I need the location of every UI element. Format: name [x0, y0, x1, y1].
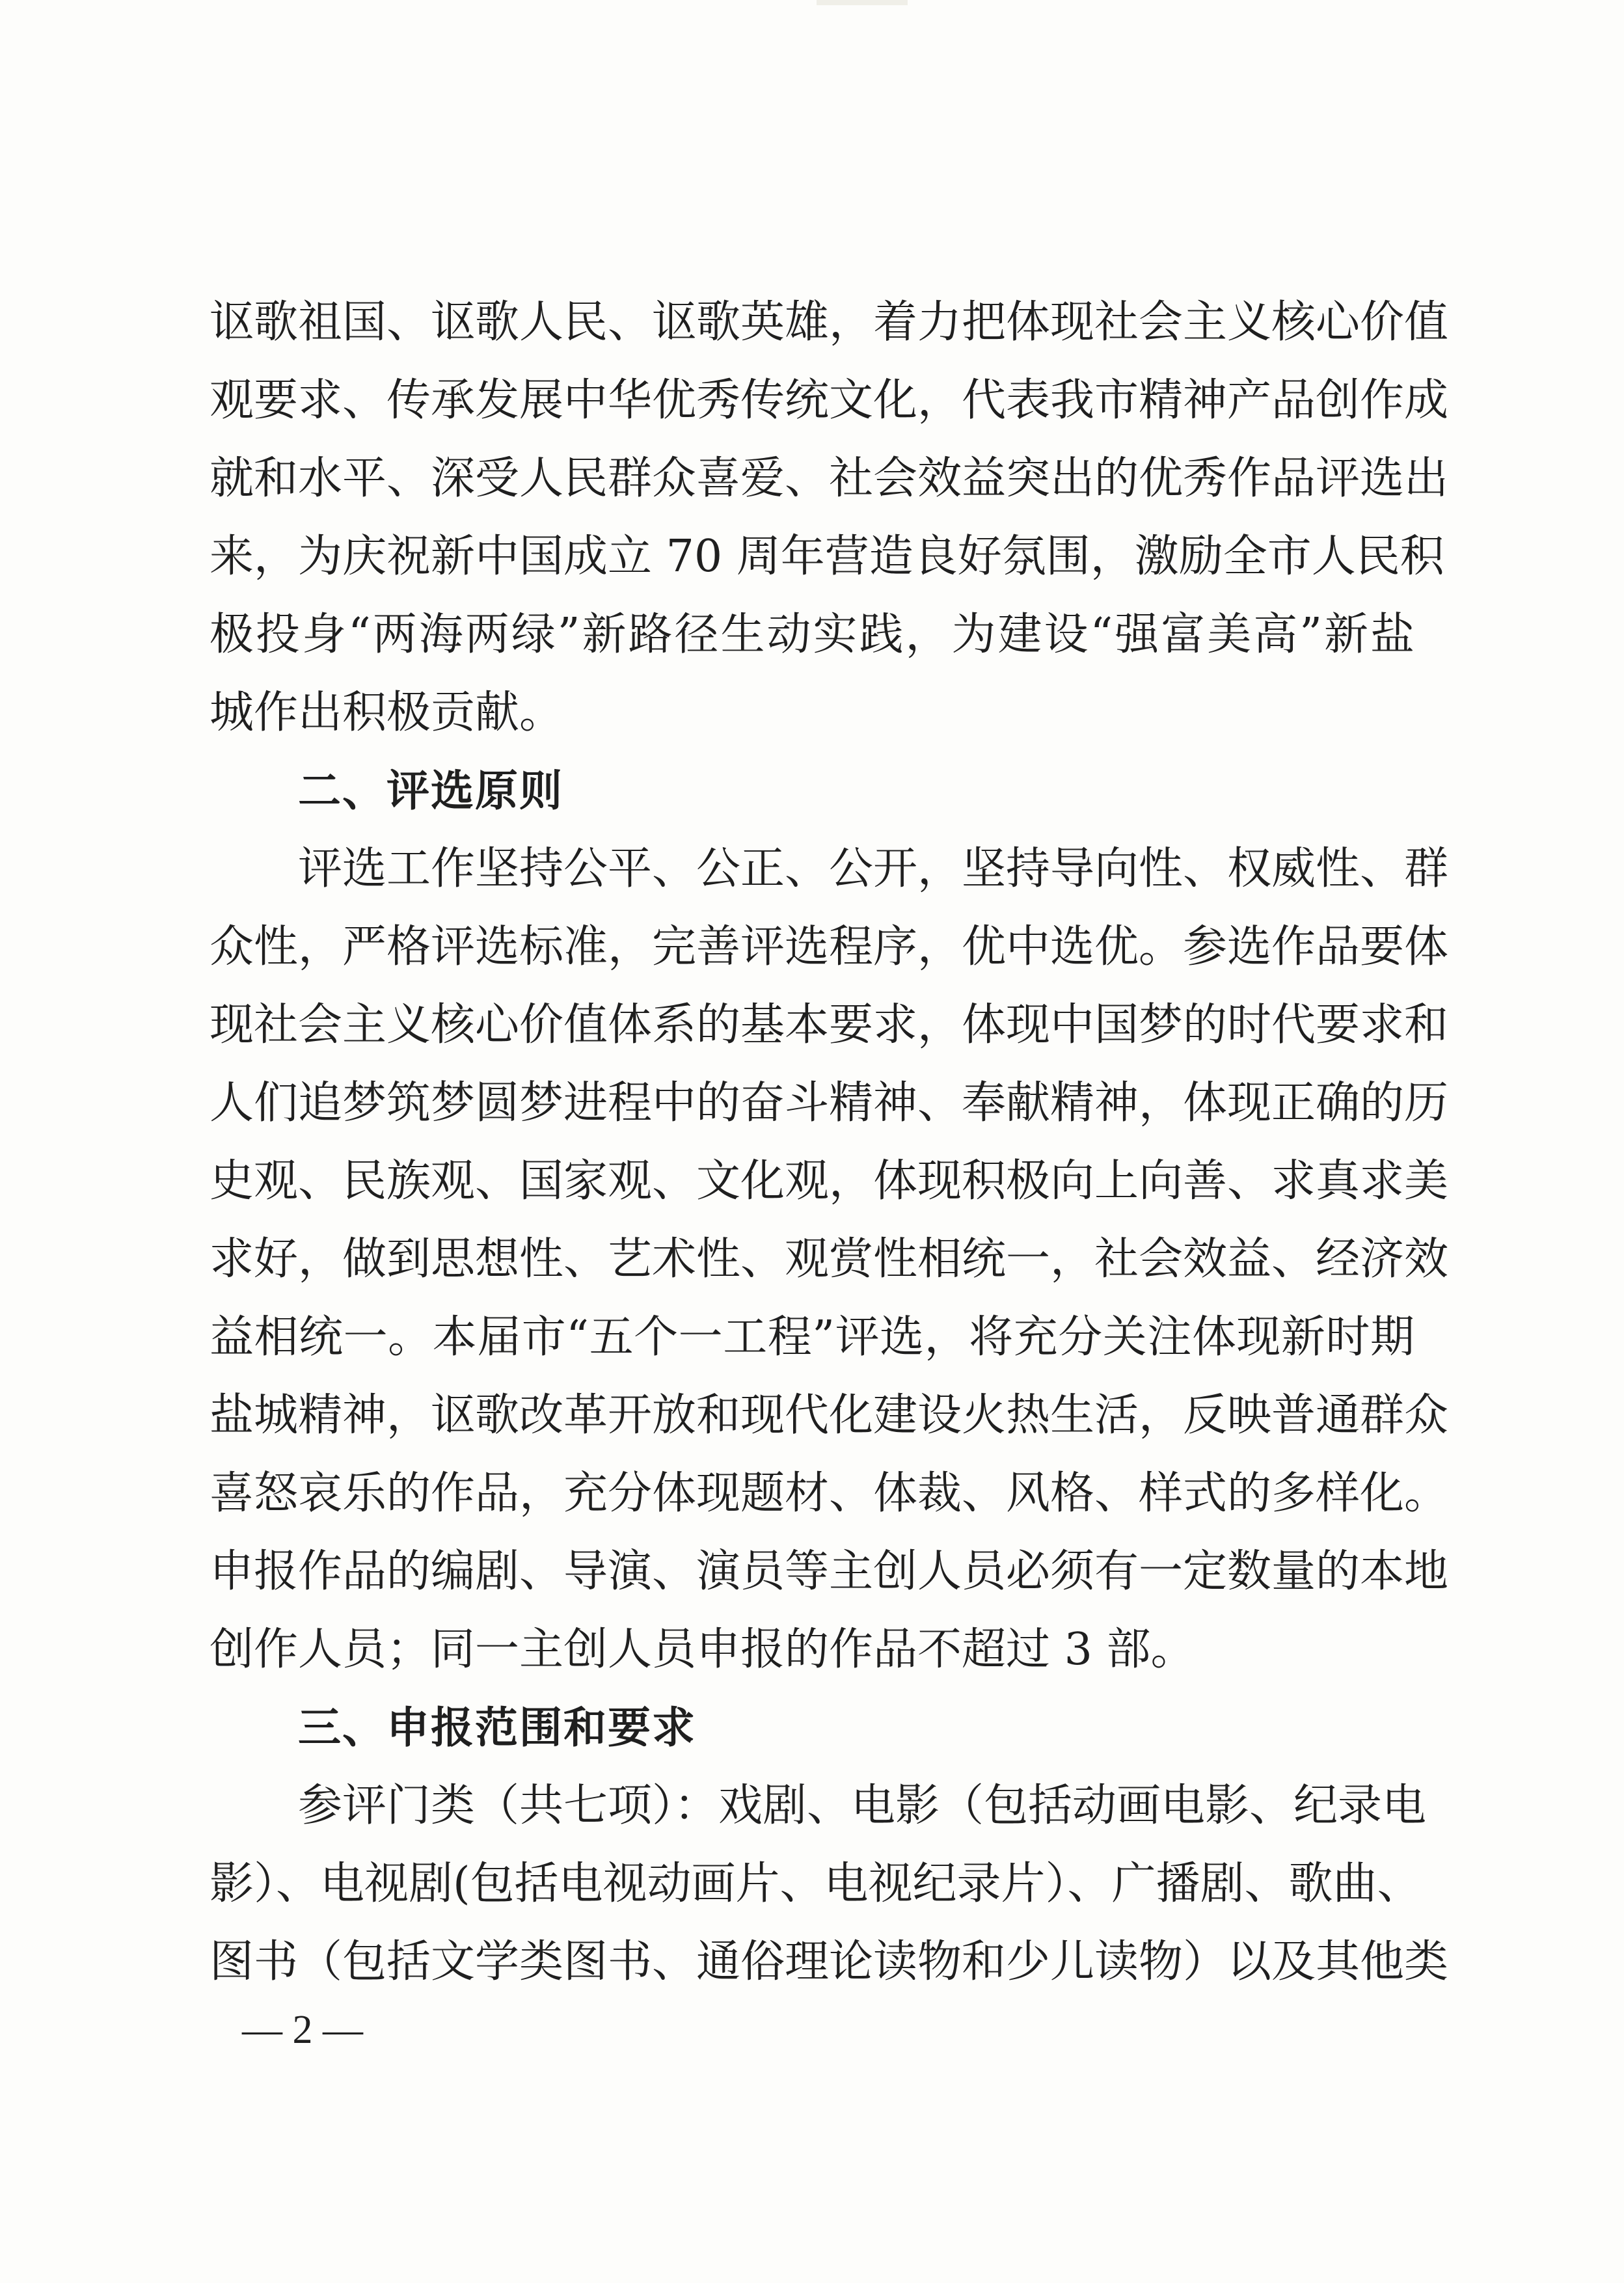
text-line: 就和水平、深受人民群众喜爱、社会效益突出的优秀作品评选出: [210, 453, 1449, 504]
page-number: — 2 —: [242, 2008, 363, 2052]
text-line: 来，为庆祝新中国成立 70 周年营造良好氛围，激励全市人民积: [210, 531, 1444, 582]
paragraph-2: [210, 830, 1449, 1689]
paragraph-3: [210, 1767, 1449, 2001]
text-line: 现社会主义核心价值体系的基本要求，体现中国梦的时代要求和: [210, 999, 1449, 1051]
text-line: 观要求、传承发展中华优秀传统文化，代表我市精神产品创作成: [210, 375, 1449, 426]
paragraph-1: [210, 284, 1449, 752]
text-line: 人们追梦筑梦圆梦进程中的奋斗精神、奉献精神，体现正确的历: [210, 1077, 1449, 1129]
text-line: 讴歌祖国、讴歌人民、讴歌英雄，着力把体现社会主义核心价值: [210, 297, 1449, 348]
text-line: 益相统一。本届市“五个一工程”评选，将充分关注体现新时期: [210, 1312, 1414, 1363]
text-line: 极投身“两海两绿”新路径生动实践，为建设“强富美高”新盐: [210, 609, 1414, 660]
section-heading-3: 三、申报范围和要求: [298, 1703, 696, 1753]
text-line: 盐城精神，讴歌改革开放和现代化建设火热生活，反映普通群众: [210, 1390, 1449, 1441]
text-line: 城作出积极贡献。: [210, 687, 564, 738]
text-line: 史观、民族观、国家观、文化观，体现积极向上向善、求真求美: [210, 1155, 1449, 1207]
text-line: 创作人员；同一主创人员申报的作品不超过 3 部。: [210, 1624, 1195, 1675]
text-line: 喜怒哀乐的作品，充分体现题材、体裁、风格、样式的多样化。: [210, 1468, 1449, 1519]
text-line: 评选工作坚持公平、公正、公开，坚持导向性、权威性、群: [298, 843, 1449, 895]
text-line: 图书（包括文学类图书、通俗理论读物和少儿读物）以及其他类: [210, 1936, 1449, 1988]
text-line: 参评门类（共七项）：戏剧、电影（包括动画电影、纪录电: [298, 1780, 1427, 1831]
text-line: 求好，做到思想性、艺术性、观赏性相统一，社会效益、经济效: [210, 1234, 1449, 1285]
text-line: 申报作品的编剧、导演、演员等主创人员必须有一定数量的本地: [210, 1546, 1449, 1597]
text-line: 众性，严格评选标准，完善评选程序，优中选优。参选作品要体: [210, 921, 1449, 973]
scan-artifact: [817, 0, 908, 5]
document-body: [210, 284, 1449, 2001]
section-heading-2: 二、评选原则: [298, 766, 563, 816]
text-line: 影）、电视剧(包括电视动画片、电视纪录片）、广播剧、歌曲、: [210, 1858, 1422, 1910]
